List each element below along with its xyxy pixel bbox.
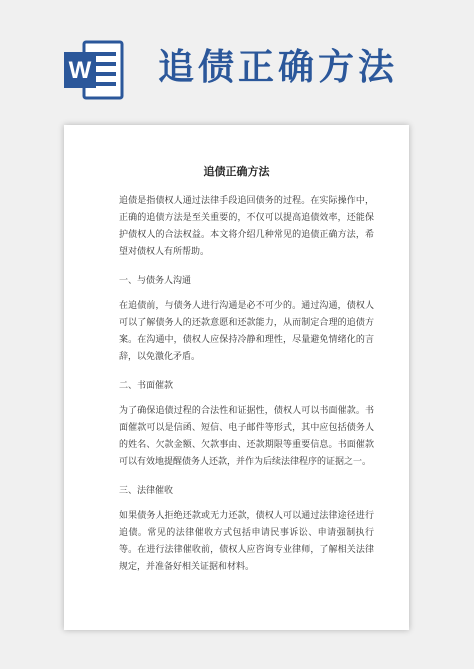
document-content xyxy=(119,193,374,588)
word-icon-letter: W xyxy=(68,57,92,84)
section-heading: 二、书面催款 xyxy=(119,381,174,391)
intro-paragraph: 追债是指债权人通过法律手段追回债务的过程。在实际操作中，正确的追债方法是至关重要的，不仅可以提高追债效率，还能保护债权人的合法权益。本文将介绍几种常见的追债正确方法，希望对债权人有所帮助。 xyxy=(119,196,374,257)
section-body: 如果债务人拒绝还款或无力还款，债权人可以通过法律途径进行追债。常见的法律催收方式包括申请民事诉讼、申请强制执行等。在进行法律催收前，债权人应咨询专业律师，了解相关法律规定，并准备好相关证据和材料。 xyxy=(119,511,374,572)
section-body: 在追债前，与债务人进行沟通是必不可少的。通过沟通，债权人可以了解债务人的还款意愿和还款能力，从而制定合理的追债方案。在沟通中，债权人应保持冷静和理性，尽量避免情绪化的言辞，以免激化矛盾。 xyxy=(119,301,374,362)
section-heading: 一、与债务人沟通 xyxy=(119,276,192,286)
document-title: 追债正确方法 xyxy=(203,165,270,178)
word-document-icon xyxy=(62,38,124,102)
section-heading: 三、法律催收 xyxy=(119,486,174,496)
banner xyxy=(0,0,474,120)
document-page xyxy=(64,125,409,630)
section-body: 为了确保追债过程的合法性和证据性，债权人可以书面催款。书面催款可以是信函、短信、电子邮件等形式，其中应包括债务人的姓名、欠款金额、欠款事由、还款期限等重要信息。书面催款可以有效地提醒债务人还款，并作为后续法律程序的证据之一。 xyxy=(119,406,374,467)
banner-title: 追债正确方法 xyxy=(158,47,399,88)
